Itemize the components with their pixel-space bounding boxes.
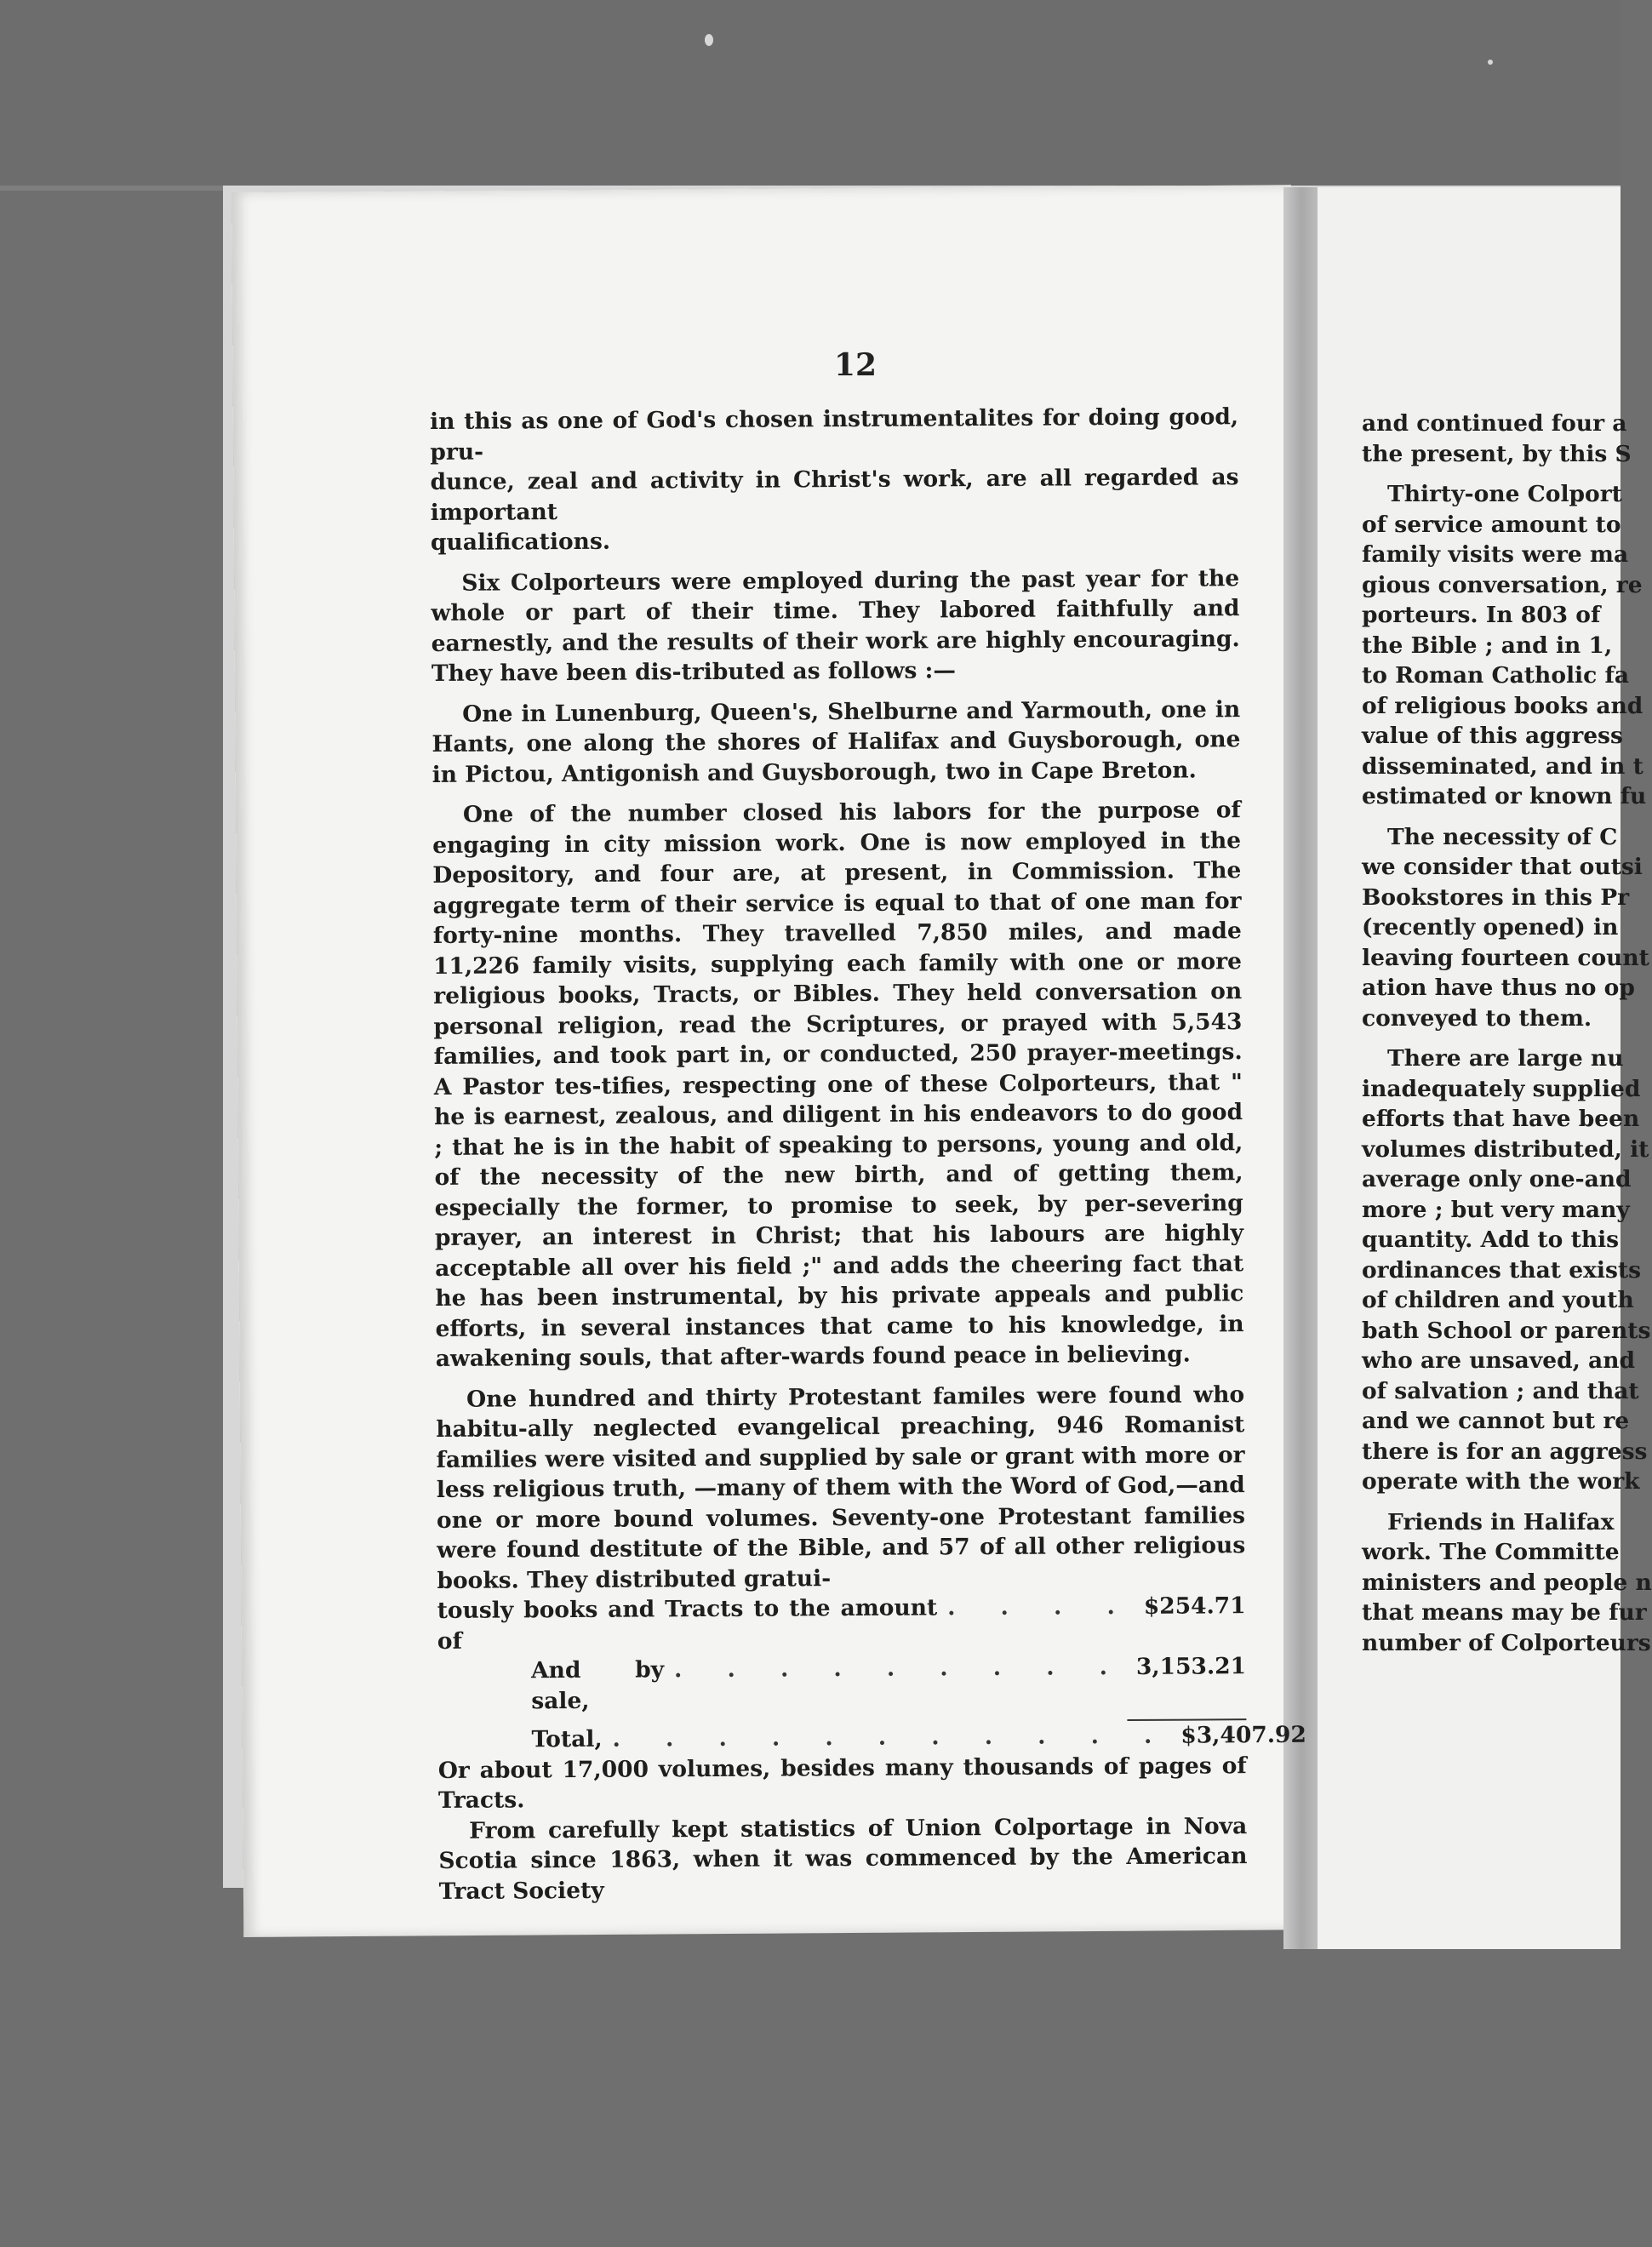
text-line: The necessity of C xyxy=(1387,823,1618,850)
sale-label: And by sale, xyxy=(530,1656,665,1714)
paragraph: One of the number closed his labors for the purpose of engaging in city mission work. One is now employed in the Depository, and four are, at present, in Commission. The aggregate term of their service is equal to that of one man for forty-nine months. They travelled 7,850 miles, and made 11,226 family visits, supplying each family with one or more religious books, Tracts, or Bibles. They held conversation on personal religion, read the Scriptures, or prayed with 5,543 families, and took part in, or conducted, 250 prayer-meetings. A Pastor tes-tifies, respecting one of these Colporteurs, that " he is earnest, zealous, and diligent in his endeavors to do good ; that he is in the habit of speaking to persons, young and old, of the necessity of the new birth, and of getting them, especially the former, to promise to seek, by per-severing prayer, an interest in Christ; that his labours are highly acceptable all over his field ;" and adds the cheering fact that he has been instrumental, by his private appeals and public efforts, in several instances that came to his knowledge, in awakening souls, that after-wards found peace in believing. xyxy=(432,797,1244,1372)
text-line: of salvation ; and that xyxy=(1362,1377,1639,1404)
text-line: leaving fourteen count xyxy=(1362,944,1649,971)
text-line: we consider that outsi xyxy=(1362,854,1643,880)
total-amount: $3,407.92 xyxy=(1180,1721,1306,1749)
gratuitous-label: tously books and Tracts to the amount of xyxy=(437,1594,938,1655)
text-line: average only one-and xyxy=(1362,1166,1632,1192)
paragraph: One hundred and thirty Protestant familes were found who habitu-ally neglected evangelical preaching, 946 Romanist families were visited and supplied by sale or grant with more or less religious truth, —many of them with the Word of God,—and one or more bound volumes. Seventy-one Protestant families were found destitute of the Bible, and 57 of all other religious books. They distributed gratui- xyxy=(436,1381,1246,1594)
text-line: number of Colporteurs xyxy=(1362,1629,1651,1656)
text-line: and continued four a xyxy=(1362,410,1627,437)
leader-dots: . . . . . . . . . xyxy=(674,1654,1127,1684)
text-line: and we cannot but re xyxy=(1362,1408,1630,1434)
text-line: there is for an aggress xyxy=(1362,1438,1648,1465)
text-line: gious conversation, re xyxy=(1362,571,1643,598)
text-line: ation have thus no op xyxy=(1362,975,1635,1001)
text-line: of children and youth xyxy=(1362,1287,1634,1313)
text-line: the present, by this S xyxy=(1362,440,1632,467)
text-line: quantity. Add to this xyxy=(1362,1226,1620,1253)
text-line: more ; but very many xyxy=(1362,1196,1630,1223)
text-line: of religious books and xyxy=(1362,692,1643,719)
right-page-text xyxy=(1362,409,1652,1658)
page-number: 12 xyxy=(834,347,877,383)
text-line: volumes distributed, it xyxy=(1362,1135,1649,1163)
gratuitous-amount: $254.71 xyxy=(1143,1592,1246,1620)
total-label: Total, xyxy=(531,1725,603,1753)
dust-spot xyxy=(705,34,713,46)
text-line: porteurs. In 803 of xyxy=(1362,602,1601,628)
text-line: who are unsaved, and xyxy=(1362,1347,1636,1374)
paragraph-line: dunce, zeal and activity in Christ's work, are all regarded as important xyxy=(430,464,1239,526)
book-gutter xyxy=(1283,187,1319,1949)
sale-amount: 3,153.21 xyxy=(1135,1653,1247,1680)
text-line: Bookstores in this Pr xyxy=(1362,883,1630,911)
paragraph: Six Colporteurs were employed during the past year for the whole or part of their time. They labored faithfully and earnestly, and the results of their work are highly encouraging. They have been dis-tributed as follows :— xyxy=(431,564,1240,687)
text-line: conveyed to them. xyxy=(1362,1004,1592,1032)
text-line: efforts that have been xyxy=(1362,1106,1640,1132)
paragraph: Or about 17,000 volumes, besides many thousands of pages of Tracts. xyxy=(437,1752,1247,1814)
total-row xyxy=(437,1720,1306,1755)
text-line: There are large nu xyxy=(1387,1045,1624,1072)
text-line: that means may be fur xyxy=(1362,1599,1647,1626)
paragraph-line: qualifications. xyxy=(430,528,611,556)
text-line: estimated or known fu xyxy=(1362,783,1647,809)
text-line: family visits were ma xyxy=(1362,541,1629,568)
sale-row xyxy=(437,1651,1246,1717)
paragraph: From carefully kept statistics of Union Colportage in Nova Scotia since 1863, when it was commenced by the American Tract Society xyxy=(438,1812,1248,1905)
leader-dots: . . . . . . . . . . . xyxy=(612,1722,1171,1752)
text-line: ministers and people n xyxy=(1362,1569,1652,1596)
text-line: the Bible ; and in 1, xyxy=(1362,632,1613,659)
text-line: bath School or parents xyxy=(1362,1317,1651,1344)
text-line: ordinances that exists xyxy=(1362,1256,1642,1284)
text-line: of service amount to xyxy=(1362,511,1621,538)
text-line: disseminated, and in t xyxy=(1362,752,1643,780)
text-line: Thirty-one Colport xyxy=(1387,481,1622,507)
text-line: value of this aggress xyxy=(1362,723,1623,749)
left-page-text xyxy=(430,402,1306,1907)
paragraph-line: in this as one of God's chosen instrumentalites for doing good, pru- xyxy=(430,403,1239,466)
text-line: (recently opened) in xyxy=(1362,914,1619,941)
gratuitous-row xyxy=(437,1591,1246,1656)
dust-spot xyxy=(1488,60,1493,65)
text-line: operate with the work xyxy=(1362,1468,1640,1495)
paragraph: One in Lunenburg, Queen's, Shelburne and Yarmouth, one in Hants, one along the shores of Halifax and Guysborough, one in Pictou, Antigonish and Guysborough, two in Cape Breton. xyxy=(432,695,1241,788)
text-line: Friends in Halifax xyxy=(1387,1508,1615,1535)
background-top xyxy=(0,0,1621,187)
text-line: work. The Committe xyxy=(1362,1539,1620,1565)
text-line: to Roman Catholic fa xyxy=(1362,662,1630,689)
text-line: inadequately supplied xyxy=(1362,1075,1641,1102)
leader-dots: . . . . xyxy=(947,1592,1134,1621)
